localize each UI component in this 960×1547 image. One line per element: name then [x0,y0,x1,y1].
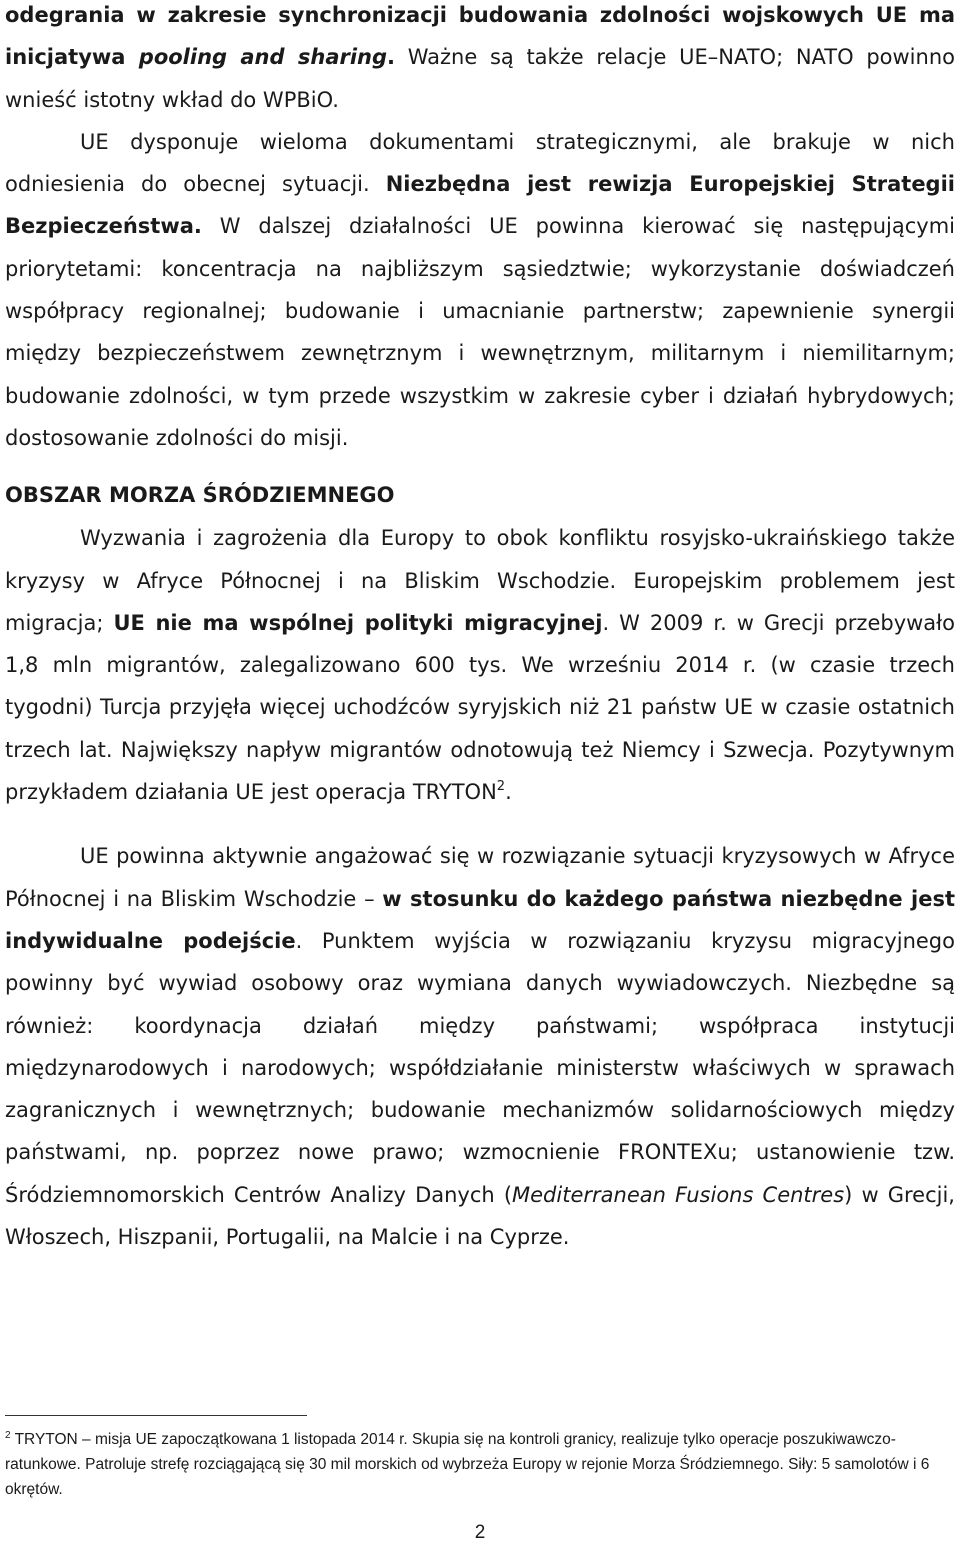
text-run: . Punktem wyjścia w rozwiązaniu kryzysu migracyjnego powinny być wywiad osobowy oraz wymiana danych wywiadowczych. Niezbędne są również: koordynacja działań między państwami; współpraca instytucji międzynarodowych i narodowych; współdziałanie ministerstw właściwych w sprawach zagranicznych i wewnętrznych; budowanie mechanizmów solidarnościowych między państwami, np. poprzez nowe prawo; wzmocnienie FRONTEXu; ustanowienie tzw. Śródziemnomorskich Centrów Analizy Danych ( [5,928,955,1207]
text-run: odegrania w zakresie synchronizacji budowania zdolności wojskowych UE ma inicjatywa [5,3,955,70]
intro-block [5,0,955,459]
page-number: 2 [474,1522,486,1543]
paragraph-pooling [5,0,955,121]
footnote [5,1427,955,1502]
text-run: UE dysponuje wieloma dokumentami strategicznymi, ale brakuje w nich odniesienia do obecnej sytuacji. [5,129,955,197]
italic-term: pooling and sharing [138,45,388,70]
paragraph-response [5,835,955,1258]
text-run: ) w Grecji, Włoszech, Hiszpanii, Portugalii, na Malcie i na Cyprze. [5,1182,955,1250]
italic-term: Mediterranean Fusions Centres [512,1182,845,1207]
section-heading: OBSZAR MORZA ŚRÓDZIEMNEGO [5,483,395,508]
text-run: W dalszej działalności UE powinna kierować się następującymi priorytetami: koncentracja na najbliższym sąsiedztwie; wykorzystanie doświadczeń współpracy regionalnej; budowanie i umacnianie partnerstw; zapewnienie synergii między bezpieczeństwem zewnętrznym i wewnętrznym, militarnym i niemilitarnym; budowanie zdolności, w tym przede wszystkim w zakresie cyber i działań hybrydowych; dostosowanie zdolności do misji. [5,214,955,450]
text-run: . [387,45,396,70]
text-run: . [505,780,512,805]
text-run: Ważne są także relacje UE–NATO; NATO powinno wnieść istotny wkład do WPBiO. [5,45,955,112]
bold-text: w stosunku do każdego państwa niezbędne jest indywidualne podejście [5,886,955,953]
text-run: Wyzwania i zagrożenia dla Europy to obok konfliktu rosyjsko-ukraińskiego także kryzysy w Afryce Północnej i na Bliskim Wschodzie. Europejskim problemem jest migracja; [5,526,955,635]
paragraph-migration [5,517,955,813]
bold-text: UE nie ma wspólnej polityki migracyjnej [113,610,603,635]
bold-text: Niezbędna jest rewizja Europejskiej Strategii Bezpieczeństwa. [5,172,955,239]
text-run: . W 2009 r. w Grecji przebywało 1,8 mln migrantów, zalegalizowano 600 tys. We wrześniu 2014 r. (w czasie trzech tygodni) Turcja przyjęła więcej uchodźców syryjskich niż 21 państw UE w czasie ostatnich trzech lat. Największy napływ migrantów odnotowują też Niemcy i Szwecja. Pozytywnym przykładem działania UE jest operacja TRYTON [5,610,955,805]
footnote-ref[interactable]: 2 [496,779,506,795]
text-run: UE powinna aktywnie angażować się w rozwiązanie sytuacji kryzysowych w Afryce Północnej i na Bliskim Wschodzie – [5,844,955,911]
footnote-separator [5,1415,307,1416]
paragraph-strategy [5,121,955,459]
footnote-text: TRYTON – misja UE zapoczątkowana 1 listopada 2014 r. Skupia się na kontroli granicy, realizuje tylko operacje poszukiwawczo-ratunkowe. Patroluje strefę rozciągającą się 30 mil morskich od wybrzeża Europy w rejonie Morza Śródziemnego. Siły: 5 samolotów i 6 okrętów. [5,1431,930,1498]
footnote-marker: 2 [5,1430,11,1441]
document-body [5,0,955,1258]
